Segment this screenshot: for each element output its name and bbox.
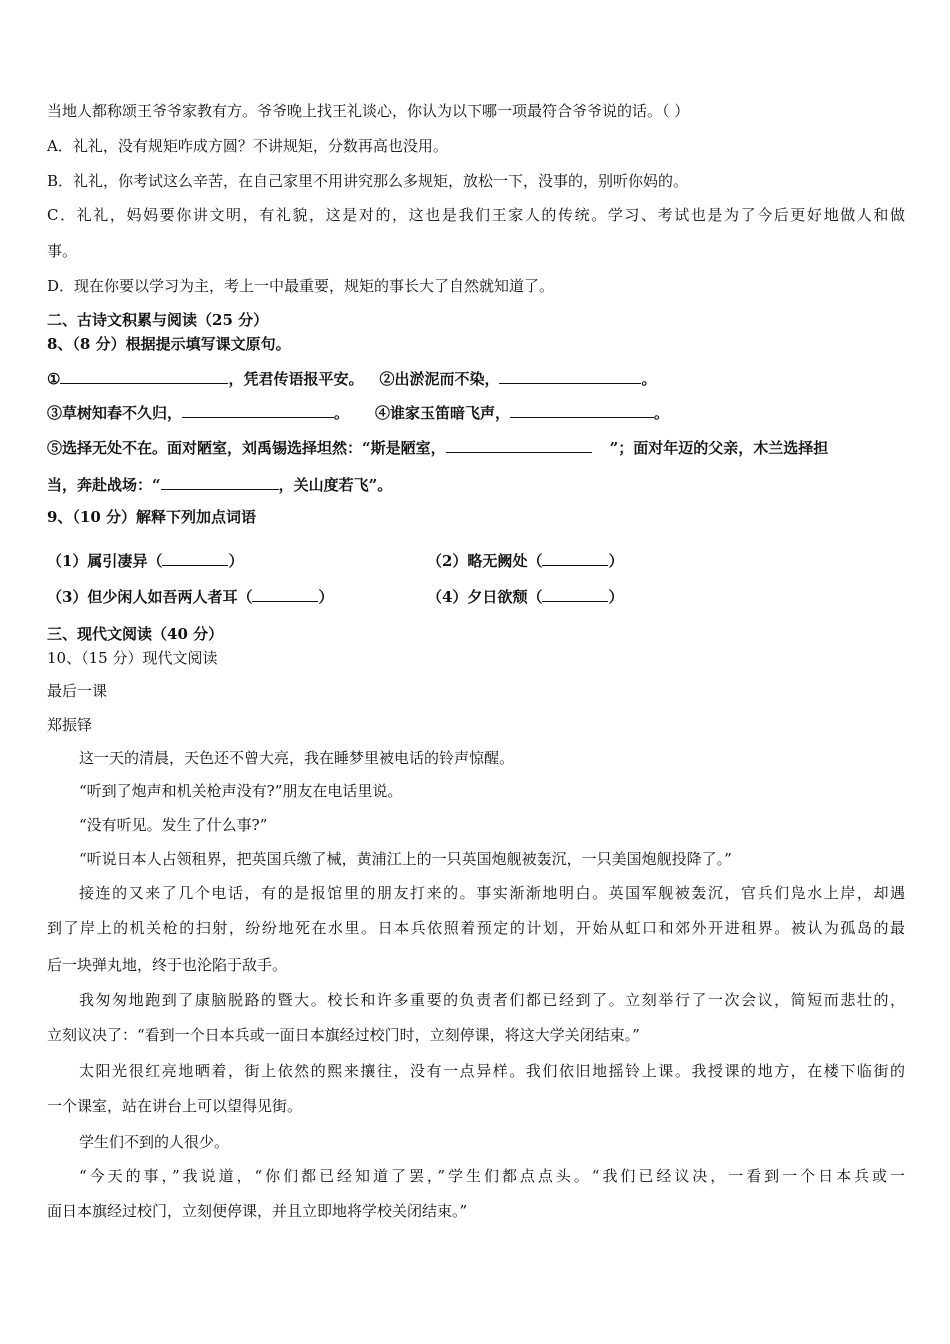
q8-line1-b-suffix: 。 — [641, 370, 657, 388]
q8-line1-a-suffix: ，凭君传语报平安。 — [228, 370, 364, 388]
paragraph-5-line3: 后一块弹丸地，终于也沦陷于敌手。 — [47, 956, 288, 974]
q8-title: 8、（8 分）根据提示填写课文原句。 — [47, 335, 291, 353]
paragraph-5-line2: 到了岸上的机关枪的扫射，纷纷地死在水里。日本兵依照着预定的计划，开始从虹口和郊外开进租界。被认为孤岛的最 — [47, 919, 905, 937]
fill-blank-6[interactable] — [161, 473, 279, 490]
paragraph-5-line1: 接连的又来了几个电话，有的是报馆里的朋友打来的。事实渐渐地明白。英国军舰被轰沉，官兵们凫水上岸，却遇 — [79, 884, 905, 902]
fill-blank-1[interactable] — [60, 367, 228, 384]
q9-item-2: （2）略无阙处（ ） — [427, 552, 624, 570]
fill-blank-3[interactable] — [182, 401, 334, 418]
q8-line4-suffix: ，关山度若飞”。 — [278, 476, 393, 494]
paragraph-9-line2: 面日本旗经过校门，立刻便停课，并且立即地将学校关闭结束。” — [47, 1202, 468, 1220]
paragraph-1: 这一天的清晨，天色还不曾大亮，我在睡梦里被电话的铃声惊醒。 — [79, 749, 515, 767]
answer-blank-2[interactable] — [542, 551, 608, 566]
fill-blank-2[interactable] — [499, 367, 641, 384]
q9-title: 9、（10 分）解释下列加点词语 — [47, 508, 257, 526]
paragraph-6-line2: 立刻议决了：“看到一个日本兵或一面日本旗经过校门时，立刻停课，将这大学关闭结束。” — [47, 1026, 640, 1044]
paragraph-6-line1: 我匆匆地跑到了康脑脱路的暨大。校长和许多重要的负责者们都已经到了。立刻举行了一次会议，简短而悲壮的， — [79, 991, 905, 1009]
q8-line3 — [47, 436, 828, 458]
q8-line4-prefix: 当，奔赴战场：“ — [47, 476, 161, 494]
fill-blank-4[interactable] — [510, 401, 654, 418]
paragraph-9-line1: “今天的事，”我说道，“你们都已经知道了罢，”学生们都点点头。“我们已经议决，一看到一个日本兵或一 — [79, 1167, 905, 1185]
answer-blank-4[interactable] — [542, 587, 608, 602]
q8-line2-a-prefix: ③草树知春不久归， — [47, 404, 183, 422]
q8-line2 — [47, 401, 669, 423]
q8-line1-a-prefix: ① — [47, 370, 61, 388]
q9-row2 — [47, 587, 905, 607]
q8-line2-b-prefix: ④谁家玉笛暗飞声， — [375, 404, 511, 422]
q9-item-3: （3）但少闲人如吾两人者耳（ ） — [47, 588, 334, 606]
question-intro: 当地人都称颂王爷爷家教有方。爷爷晚上找王礼谈心，你认为以下哪一项最符合爷爷说的话。（ ） — [47, 102, 690, 120]
q8-line1 — [47, 367, 657, 389]
q8-line2-b-suffix: 。 — [654, 404, 670, 422]
answer-blank-1[interactable] — [162, 551, 228, 566]
q8-line1-b-prefix: ②出淤泥而不染， — [379, 370, 500, 388]
option-d: D．现在你要以学习为主，考上一中最重要，规矩的事长大了自然就知道了。 — [47, 277, 555, 295]
section3-heading: 三、现代文阅读（40 分） — [47, 625, 224, 643]
paragraph-7-line1: 太阳光很红亮地晒着，街上依然的熙来攘往，没有一点异样。我们依旧地摇铃上课。我授课的地方，在楼下临街的 — [79, 1062, 905, 1080]
option-c-line2: 事。 — [47, 242, 78, 260]
paragraph-8: 学生们不到的人很少。 — [79, 1133, 230, 1151]
article-author: 郑振铎 — [47, 716, 93, 734]
paragraph-2: “听到了炮声和机关枪声没有?”朋友在电话里说。 — [79, 782, 403, 800]
option-a: A．礼礼，没有规矩咋成方圆？不讲规矩，分数再高也没用。 — [47, 137, 448, 155]
q9-item-4: （4）夕日欲颓（ ） — [427, 588, 624, 606]
article-title: 最后一课 — [47, 682, 108, 700]
section2-heading: 二、古诗文积累与阅读（25 分） — [47, 311, 269, 329]
q8-line3-suffix: ”；面对年迈的父亲，木兰选择担 — [609, 439, 829, 457]
q9-row1 — [47, 551, 905, 571]
q8-line2-a-suffix: 。 — [334, 404, 350, 422]
q9-item-1: （1）属引凄异（ ） — [47, 552, 244, 570]
paragraph-4: “听说日本人占领租界，把英国兵缴了械，黄浦江上的一只英国炮舰被轰沉，一只美国炮舰投降了。” — [79, 850, 732, 868]
q10-title: 10、（15 分）现代文阅读 — [47, 649, 218, 667]
paragraph-3: “没有听见。发生了什么事?” — [79, 816, 268, 834]
q8-line3-prefix: ⑤选择无处不在。面对陋室，刘禹锡选择坦然：“斯是陋室， — [47, 439, 446, 457]
q8-line4 — [47, 473, 392, 495]
option-c-line1: C．礼礼，妈妈要你讲文明，有礼貌，这是对的，这也是我们王家人的传统。学习、考试也是为了今后更好地做人和做 — [47, 206, 905, 224]
answer-blank-3[interactable] — [252, 587, 318, 602]
option-b: B．礼礼，你考试这么辛苦，在自己家里不用讲究那么多规矩，放松一下，没事的，别听你妈的。 — [47, 172, 689, 190]
fill-blank-5[interactable] — [446, 436, 592, 453]
paragraph-7-line2: 一个课室，站在讲台上可以望得见街。 — [47, 1097, 303, 1115]
